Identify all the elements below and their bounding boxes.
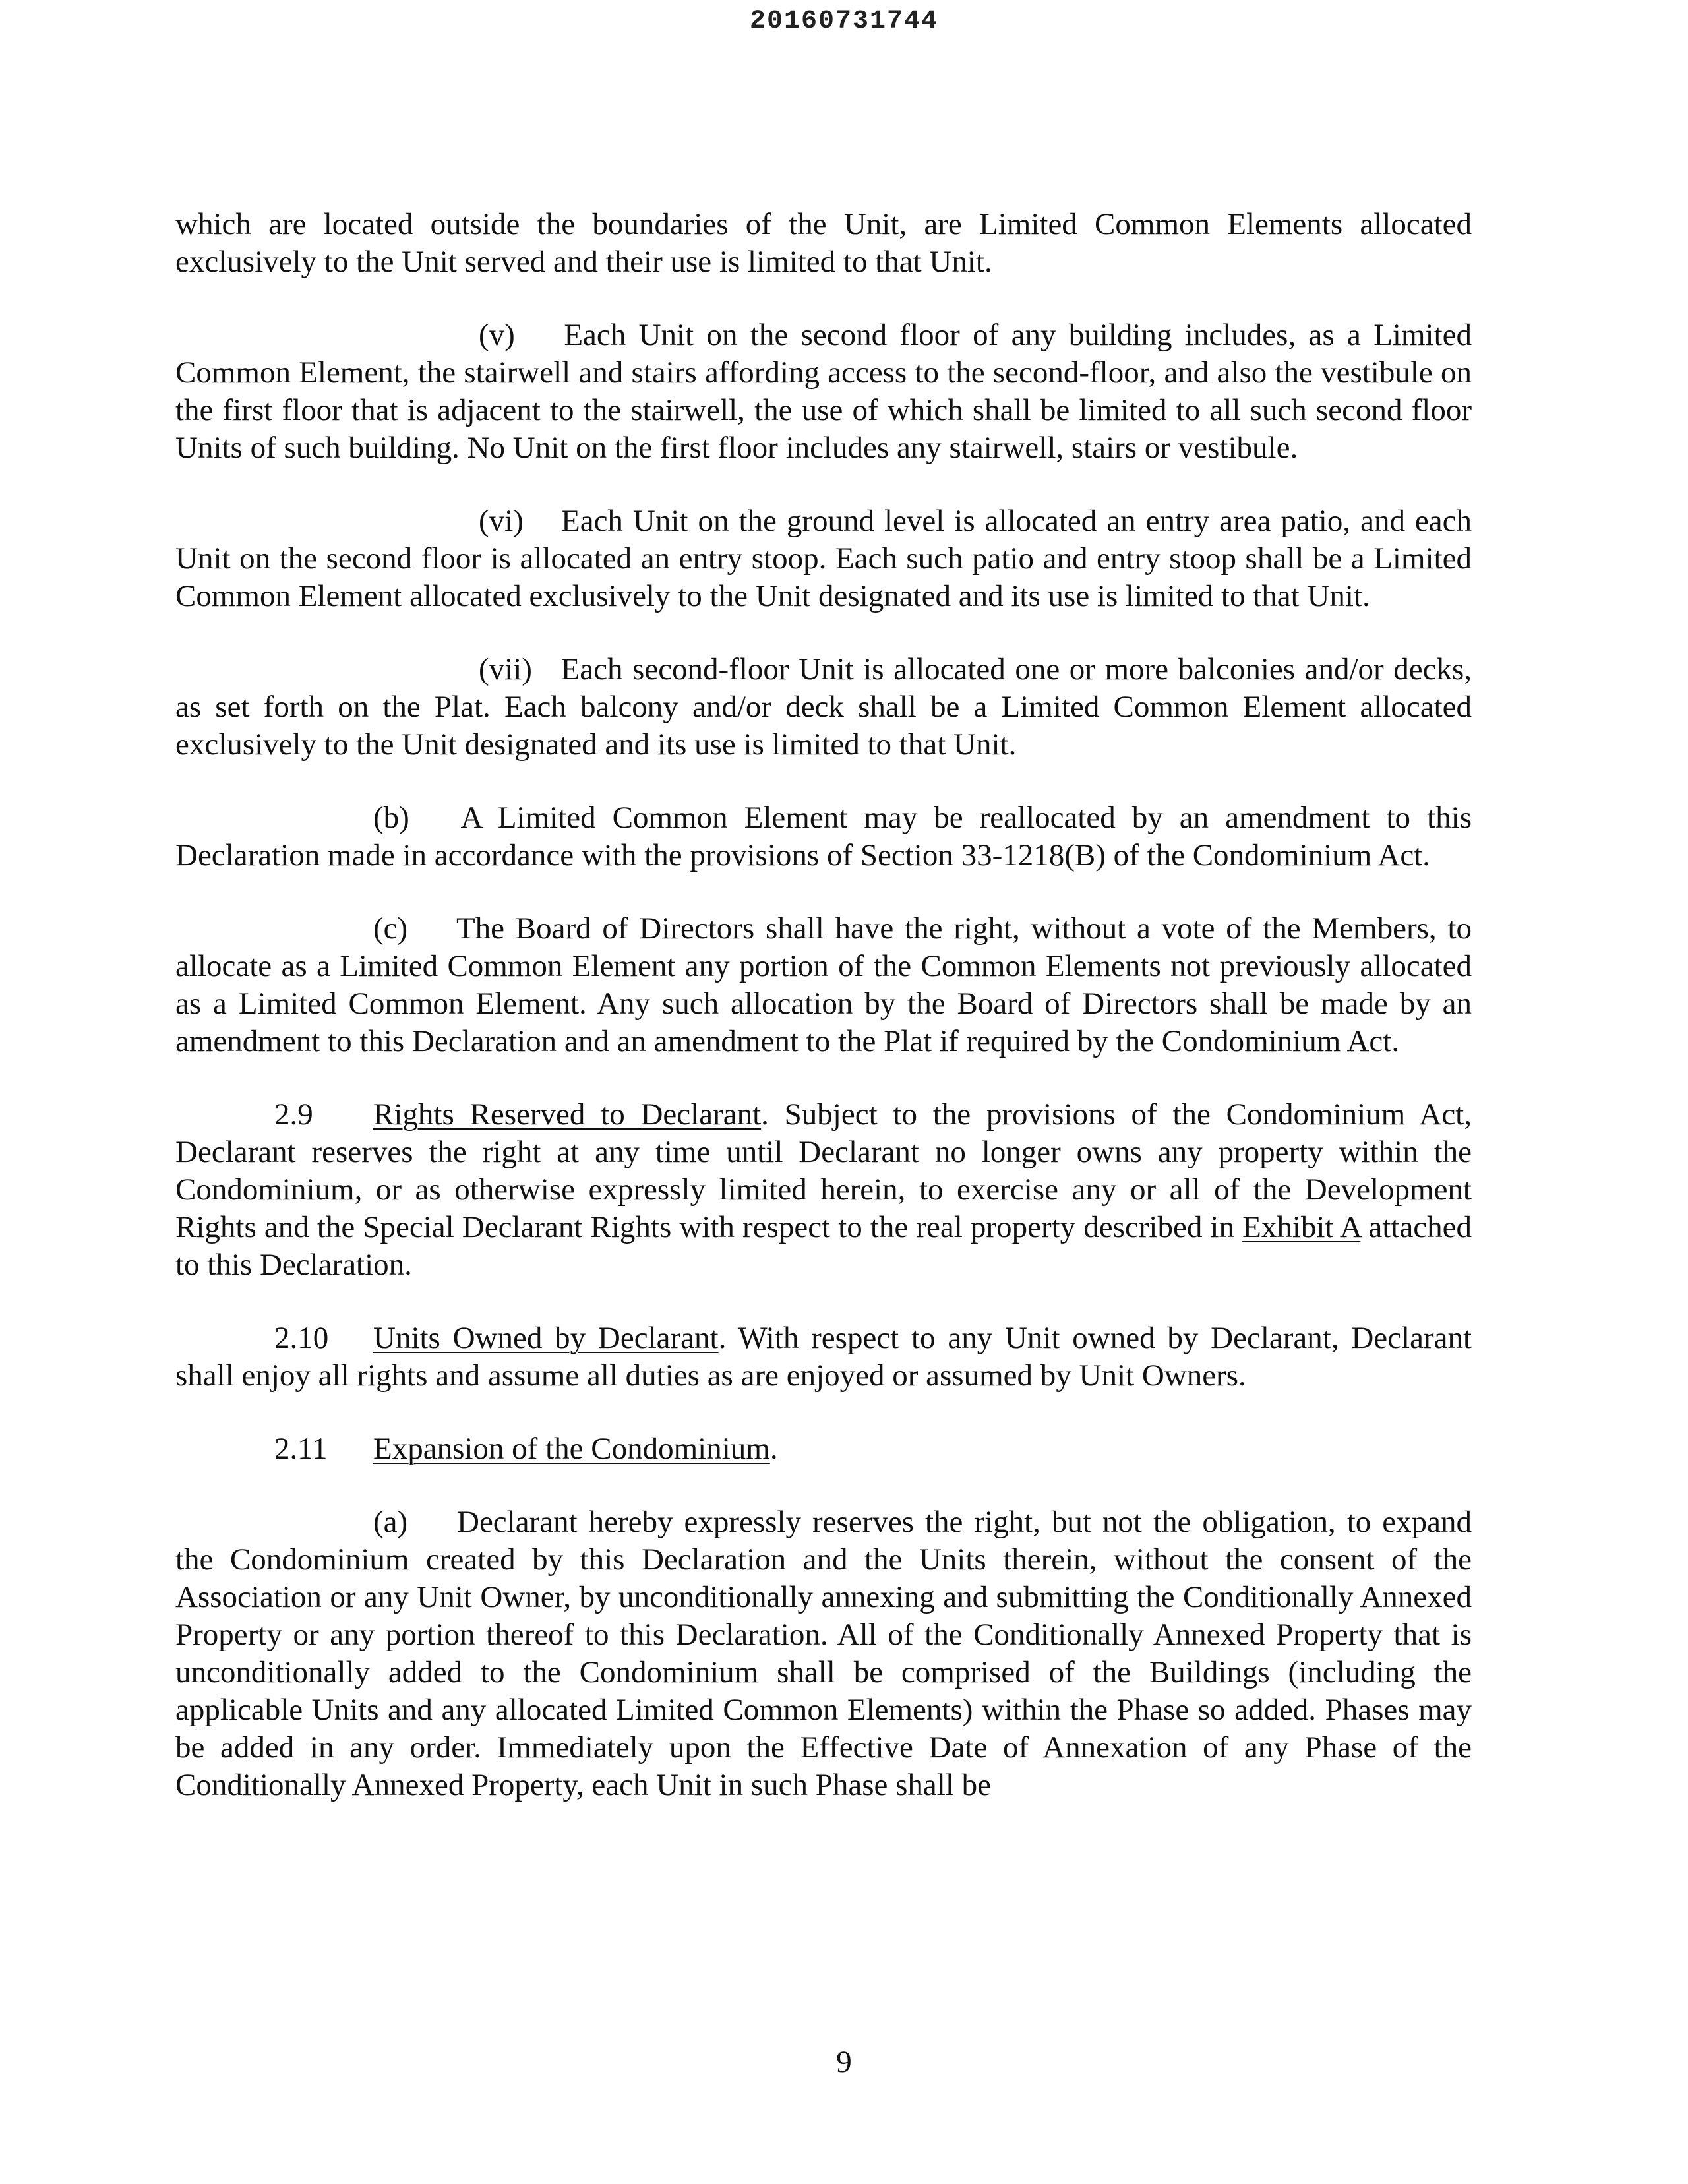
exhibit-reference: Exhibit A xyxy=(1242,1210,1361,1244)
paragraph-item-vi xyxy=(175,502,1472,615)
paragraph-item-v xyxy=(175,317,1472,467)
paragraph-text-end: attached to this Declaration. xyxy=(175,1210,1472,1282)
paragraph-text: which are located outside the boundaries of the Unit, are Limited Common Elements allocated exclusively to the Unit served and their use is limited to that Unit. xyxy=(175,207,1472,279)
section-heading: Units Owned by Declarant xyxy=(373,1321,719,1355)
item-label: (c) xyxy=(373,911,408,946)
paragraph-item-vii xyxy=(175,651,1472,764)
paragraph-item-c xyxy=(175,910,1472,1060)
section-heading: Rights Reserved to Declarant xyxy=(373,1097,762,1132)
item-label: (b) xyxy=(373,801,409,835)
paragraph-text: With respect to any Unit owned by Declarant, Declarant shall enjoy all rights and assume all duties as are enjoyed or assumed by Unit Owners. xyxy=(175,1321,1472,1393)
item-label: (a) xyxy=(373,1505,408,1539)
page-number: 9 xyxy=(836,2045,852,2079)
document-body xyxy=(175,206,1472,1840)
section-heading: Expansion of the Condominium xyxy=(373,1432,770,1466)
paragraph-item-b xyxy=(175,799,1472,874)
document-number: 20160731744 xyxy=(749,7,939,36)
paragraph-text: Subject to the provisions of the Condominium Act, Declarant reserves the right at any time until Declarant no longer owns any property within the Condominium, or as otherwise expressly limited herein, to exercise any or all of the Development Rights and the Special Declarant Rights with respect to the real property described in xyxy=(175,1097,1472,1244)
paragraph-text: Each Unit on the ground level is allocated an entry area patio, and each Unit on the second floor is allocated an entry stoop. Each such patio and entry stoop shall be a Limited Common Element allocated exclusively to the Unit designated and its use is limited to that Unit. xyxy=(175,504,1472,613)
paragraph-text: Each Unit on the second floor of any building includes, as a Limited Common Element, the stairwell and stairs affording access to the second-floor, and also the vestibule on the first floor that is adjacent to the stairwell, the use of which shall be limited to all such second floor Units of such building. No Unit on the first floor includes any stairwell, stairs or vestibule. xyxy=(175,318,1472,465)
section-number: 2.10 xyxy=(274,1321,329,1355)
paragraph-text: Each second-floor Unit is allocated one or more balconies and/or decks, as set forth on the Plat. Each balcony and/or deck shall be a Limited Common Element allocated exclusively to the Unit designated and its use is limited to that Unit. xyxy=(175,652,1472,762)
paragraph-text: A Limited Common Element may be reallocated by an amendment to this Declaration made in accordance with the provisions of Section 33-1218(B) of the Condominium Act. xyxy=(175,801,1472,872)
section-2-9: 2.9 Rights Reserved to Declarant. Subject to the provisions of the Condominium Act, Declarant reserves the right at any time until Declarant no longer owns any property within the Condominium, or as otherwise expressly limited herein, to exercise any or all of the Development Rights and the Special Declarant Rights with respect to the real property described in Exhibit A attached to this Declaration. xyxy=(175,1097,1472,1282)
paragraph-continuation xyxy=(175,206,1472,281)
paragraph-text: The Board of Directors shall have the right, without a vote of the Members, to allocate as a Limited Common Element any portion of the Common Elements not previously allocated as a Limited Common Element. Any such allocation by the Board of Directors shall be made by an amendment to this Declaration and an amendment to the Plat if required by the Condominium Act. xyxy=(175,911,1472,1058)
section-number: 2.9 xyxy=(274,1097,313,1132)
section-number: 2.11 xyxy=(274,1432,328,1466)
section-2-11: 2.11 Expansion of the Condominium. xyxy=(175,1430,1472,1468)
section-2-10: 2.10 Units Owned by Declarant. With respect to any Unit owned by Declarant, Declarant shall enjoy all rights and assume all duties as are enjoyed or assumed by Unit Owners. xyxy=(175,1321,1472,1393)
paragraph-text: Declarant hereby expressly reserves the right, but not the obligation, to expand the Condominium created by this Declaration and the Units therein, without the consent of the Association or any Unit Owner, by unconditionally annexing and submitting the Conditionally Annexed Property or any portion thereof to this Declaration. All of the Conditionally Annexed Property that is unconditionally added to the Condominium shall be comprised of the Buildings (including the applicable Units and any allocated Limited Common Elements) within the Phase so added. Phases may be added in any order. Immediately upon the Effective Date of Annexation of any Phase of the Conditionally Annexed Property, each Unit in such Phase shall be xyxy=(175,1505,1472,1802)
paragraph-item-a xyxy=(175,1503,1472,1804)
item-label: (vii) xyxy=(479,652,532,686)
item-label: (v) xyxy=(479,318,515,352)
item-label: (vi) xyxy=(479,504,524,538)
